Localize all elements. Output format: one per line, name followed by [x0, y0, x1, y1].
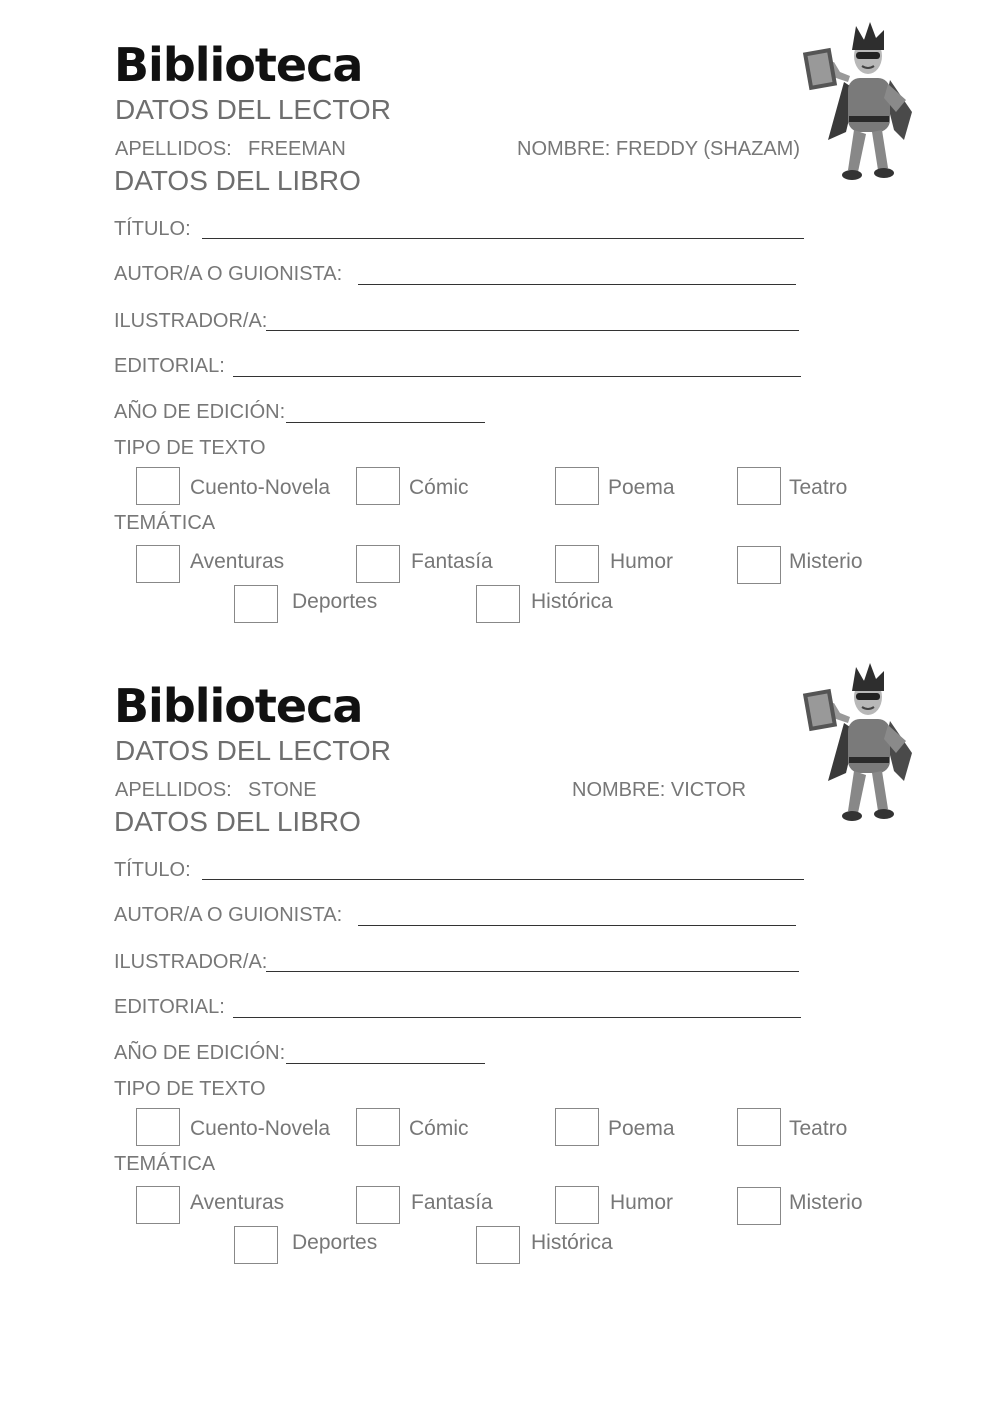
option-teatro: Teatro [789, 476, 848, 499]
option-cuento-novela: Cuento-Novela [190, 476, 331, 499]
checkbox-misterio[interactable] [737, 1187, 781, 1225]
text-type-heading: TIPO DE TEXTO [114, 1078, 266, 1100]
publisher-input-line[interactable] [233, 1017, 801, 1018]
author-input-line[interactable] [358, 925, 796, 926]
illustrator-input-line[interactable] [266, 330, 799, 331]
reader-section-heading: DATOS DEL LECTOR [115, 94, 391, 125]
author-input-line[interactable] [358, 284, 796, 285]
option-comic: Cómic [409, 1117, 469, 1140]
checkbox-teatro[interactable] [737, 1108, 781, 1146]
checkbox-historica[interactable] [476, 585, 520, 623]
text-type-heading: TIPO DE TEXTO [114, 437, 266, 459]
brand-title: Biblioteca [114, 679, 363, 733]
option-fantasia: Fantasía [411, 1191, 493, 1214]
checkbox-teatro[interactable] [737, 467, 781, 505]
illustrator-label: ILUSTRADOR/A: [114, 951, 268, 973]
checkbox-aventuras[interactable] [136, 545, 180, 583]
checkbox-fantasia[interactable] [356, 545, 400, 583]
option-deportes: Deportes [292, 1231, 378, 1254]
book-section-heading: DATOS DEL LIBRO [114, 165, 361, 196]
brand-title: Biblioteca [114, 38, 363, 92]
name-field [517, 138, 800, 161]
option-cuento-novela: Cuento-Novela [190, 1117, 331, 1140]
option-aventuras: Aventuras [190, 1191, 285, 1214]
publisher-label: EDITORIAL: [114, 355, 225, 377]
checkbox-comic[interactable] [356, 467, 400, 505]
title-input-line[interactable] [202, 879, 804, 880]
surname-label: APELLIDOS: [115, 138, 232, 160]
title-label: TÍTULO: [114, 859, 191, 881]
year-input-line[interactable] [286, 1063, 485, 1064]
theme-heading: TEMÁTICA [114, 512, 216, 534]
checkbox-deportes[interactable] [234, 585, 278, 623]
publisher-label: EDITORIAL: [114, 996, 225, 1018]
library-card-2 [0, 641, 1000, 1281]
year-label: AÑO DE EDICIÓN: [114, 401, 286, 423]
name-value: VICTOR [670, 779, 747, 801]
author-label: AUTOR/A O GUIONISTA: [114, 904, 343, 926]
surname-label: APELLIDOS: [115, 779, 232, 801]
library-card-1 [0, 0, 1000, 640]
checkbox-poema[interactable] [555, 467, 599, 505]
illustrator-label: ILUSTRADOR/A: [114, 310, 268, 332]
checkbox-historica[interactable] [476, 1226, 520, 1264]
title-input-line[interactable] [202, 238, 804, 239]
option-poema: Poema [608, 1117, 675, 1140]
year-label: AÑO DE EDICIÓN: [114, 1042, 286, 1064]
option-comic: Cómic [409, 476, 469, 499]
checkbox-poema[interactable] [555, 1108, 599, 1146]
checkbox-humor[interactable] [555, 545, 599, 583]
name-label: NOMBRE: [517, 138, 611, 160]
option-historica: Histórica [531, 1231, 613, 1254]
illustrator-input-line[interactable] [266, 971, 799, 972]
checkbox-deportes[interactable] [234, 1226, 278, 1264]
option-poema: Poema [608, 476, 675, 499]
theme-heading: TEMÁTICA [114, 1153, 216, 1175]
checkbox-fantasia[interactable] [356, 1186, 400, 1224]
option-humor: Humor [610, 550, 674, 573]
checkbox-comic[interactable] [356, 1108, 400, 1146]
option-historica: Histórica [531, 590, 613, 613]
reader-section-heading: DATOS DEL LECTOR [115, 735, 391, 766]
surname-value: FREEMAN [248, 138, 346, 160]
option-misterio: Misterio [789, 1191, 863, 1214]
option-teatro: Teatro [789, 1117, 848, 1140]
superhero-reading-icon [800, 661, 925, 826]
name-value: FREDDY (SHAZAM) [615, 138, 800, 160]
title-label: TÍTULO: [114, 218, 191, 240]
name-field [572, 779, 746, 802]
surname-value: STONE [248, 779, 317, 801]
option-deportes: Deportes [292, 590, 378, 613]
checkbox-cuento-novela[interactable] [136, 467, 180, 505]
checkbox-humor[interactable] [555, 1186, 599, 1224]
year-input-line[interactable] [286, 422, 485, 423]
option-misterio: Misterio [789, 550, 863, 573]
checkbox-cuento-novela[interactable] [136, 1108, 180, 1146]
name-label: NOMBRE: [572, 779, 666, 801]
checkbox-aventuras[interactable] [136, 1186, 180, 1224]
publisher-input-line[interactable] [233, 376, 801, 377]
option-fantasia: Fantasía [411, 550, 493, 573]
checkbox-misterio[interactable] [737, 546, 781, 584]
author-label: AUTOR/A O GUIONISTA: [114, 263, 343, 285]
option-aventuras: Aventuras [190, 550, 285, 573]
superhero-reading-icon [800, 20, 925, 185]
option-humor: Humor [610, 1191, 674, 1214]
book-section-heading: DATOS DEL LIBRO [114, 806, 361, 837]
